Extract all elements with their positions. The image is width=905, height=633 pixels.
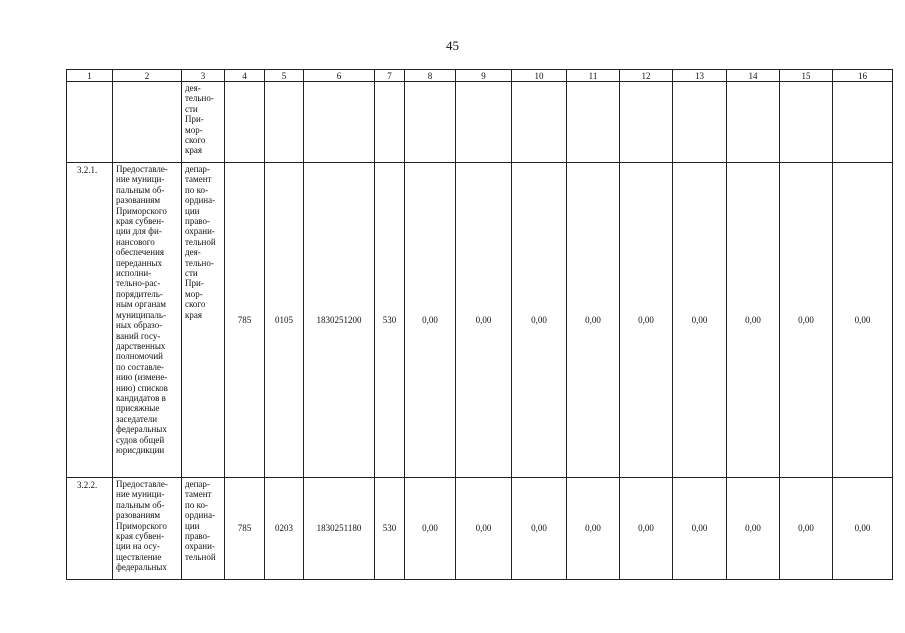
executor-line: ордина- (185, 195, 216, 206)
measure-name-line: федеральных (116, 424, 167, 435)
executor-line: тельной (185, 236, 216, 247)
executor-line: ского (185, 299, 206, 310)
executor-line: тамент (185, 174, 212, 185)
measure-name-cell (113, 163, 182, 478)
executor-line: по ко- (185, 499, 208, 510)
column-number-cell: 10 (512, 70, 567, 82)
executor-line: право- (185, 216, 210, 227)
budget-table (66, 69, 893, 580)
value-cell: 530 (375, 163, 405, 478)
executor-line: края (185, 145, 203, 156)
executor-line: право- (185, 531, 210, 542)
executor-cell (182, 163, 225, 478)
value-cell: 0,00 (456, 163, 512, 478)
executor-line: тельной (185, 551, 216, 562)
measure-name-line: присяжные (116, 403, 160, 414)
continuation-row (67, 82, 893, 163)
measure-name-line: разованиям (116, 195, 161, 206)
column-number-cell: 7 (375, 70, 405, 82)
measure-name-line: нию) списков (116, 382, 168, 393)
value-cell: 0,00 (833, 478, 893, 580)
measure-name-line: Предоставле- (116, 164, 168, 174)
empty-cell (113, 82, 182, 163)
value-cell: 0,00 (833, 163, 893, 478)
measure-name-line: исполни- (116, 268, 152, 279)
row-code-cell: 3.2.1. (67, 163, 113, 478)
measure-name-line: пальным об- (116, 499, 165, 510)
executor-line: При- (185, 114, 204, 125)
measure-name-line: ваний госу- (116, 330, 161, 341)
empty-cell (225, 82, 265, 163)
executor-line: мор- (185, 124, 203, 135)
value-cell: 785 (225, 478, 265, 580)
column-number-cell: 11 (567, 70, 620, 82)
measure-name-line: заседатели (116, 413, 158, 424)
column-number-cell: 16 (833, 70, 893, 82)
measure-name-line: порядитель- (116, 288, 163, 299)
measure-name-line: Предоставле- (116, 479, 168, 489)
measure-name-line: юрисдикции (116, 444, 165, 455)
value-cell: 0,00 (405, 478, 456, 580)
measure-name-line: нансового (116, 236, 155, 247)
column-number-cell: 6 (304, 70, 375, 82)
value-cell: 530 (375, 478, 405, 580)
executor-line: мор- (185, 288, 203, 299)
value-cell: 0,00 (620, 163, 673, 478)
measure-name-line: разованиям (116, 510, 161, 521)
measure-name-line: судов общей (116, 434, 165, 445)
row-code-cell: 3.2.2. (67, 478, 113, 580)
column-number-cell: 5 (265, 70, 304, 82)
executor-cell (182, 478, 225, 580)
value-cell: 0,00 (673, 478, 727, 580)
page-number: 45 (446, 38, 459, 53)
measure-name-line: ществление (116, 551, 162, 562)
value-cell: 0203 (265, 478, 304, 580)
executor-line: ции (185, 205, 200, 216)
value-cell: 0,00 (727, 163, 780, 478)
measure-name-line: федеральных (116, 562, 167, 573)
measure-name-line: кандидатов в (116, 392, 166, 403)
executor-line: дея- (185, 247, 201, 258)
empty-cell (265, 82, 304, 163)
measure-name-line: переданных (116, 257, 162, 268)
executor-line: охрани- (185, 226, 215, 237)
table-row (67, 478, 893, 580)
measure-name-line: Приморского (116, 205, 167, 216)
empty-cell (620, 82, 673, 163)
value-cell: 1830251200 (304, 163, 375, 478)
column-number-cell: 8 (405, 70, 456, 82)
executor-line: ордина- (185, 510, 216, 521)
empty-cell (405, 82, 456, 163)
value-cell: 0,00 (673, 163, 727, 478)
measure-name-line: Приморского (116, 520, 167, 531)
measure-name-cell (113, 478, 182, 580)
measure-name-line: ным органам (116, 299, 167, 310)
header-row (67, 70, 893, 82)
empty-cell (67, 82, 113, 163)
value-cell: 0,00 (780, 478, 833, 580)
column-number-cell: 15 (780, 70, 833, 82)
executor-line: ского (185, 135, 206, 146)
empty-cell (727, 82, 780, 163)
measure-name-line: края субвен- (116, 216, 165, 227)
empty-cell (567, 82, 620, 163)
column-number-cell: 9 (456, 70, 512, 82)
column-number-cell: 13 (673, 70, 727, 82)
empty-cell (456, 82, 512, 163)
column-number-cell: 4 (225, 70, 265, 82)
value-cell: 0,00 (405, 163, 456, 478)
measure-name-line: нию (измене- (116, 372, 168, 383)
measure-name-line: обеспечения (116, 247, 165, 258)
measure-name-line: дарственных (116, 340, 166, 351)
executor-line: сти (185, 268, 198, 279)
measure-name-line: по составле- (116, 361, 164, 372)
executor-line: тамент (185, 489, 212, 500)
executor-cell (182, 82, 225, 163)
measure-name-line: ние муници- (116, 489, 165, 500)
executor-line: тельно- (185, 257, 214, 268)
empty-cell (512, 82, 567, 163)
measure-name-line: пальным об- (116, 184, 165, 195)
executor-line: депар- (185, 164, 210, 174)
measure-name-line: муниципаль- (116, 309, 166, 320)
executor-line: сти (185, 103, 198, 114)
value-cell: 0,00 (512, 163, 567, 478)
value-cell: 0,00 (620, 478, 673, 580)
measure-name-line: тельно-рас- (116, 278, 161, 289)
measure-name-line: ние муници- (116, 174, 165, 185)
column-number-cell: 2 (113, 70, 182, 82)
executor-line: дея- (185, 83, 201, 93)
measure-name-line: ции на осу- (116, 541, 160, 552)
value-cell: 1830251180 (304, 478, 375, 580)
table-row (67, 163, 893, 478)
executor-line: тельно- (185, 93, 214, 104)
empty-cell (780, 82, 833, 163)
value-cell: 0,00 (567, 478, 620, 580)
empty-cell (673, 82, 727, 163)
measure-name-line: края субвен- (116, 531, 165, 542)
executor-line: по ко- (185, 184, 208, 195)
column-number-cell: 14 (727, 70, 780, 82)
executor-line: охрани- (185, 541, 215, 552)
empty-cell (375, 82, 405, 163)
executor-line: депар- (185, 479, 210, 489)
measure-name-line: полномочий (116, 351, 163, 362)
empty-cell (833, 82, 893, 163)
value-cell: 0,00 (780, 163, 833, 478)
value-cell: 0,00 (456, 478, 512, 580)
value-cell: 0,00 (567, 163, 620, 478)
value-cell: 0105 (265, 163, 304, 478)
column-number-cell: 12 (620, 70, 673, 82)
executor-line: При- (185, 278, 204, 289)
column-number-cell: 1 (67, 70, 113, 82)
value-cell: 0,00 (512, 478, 567, 580)
measure-name-line: ных образо- (116, 320, 163, 331)
measure-name-line: ции для фи- (116, 226, 162, 237)
executor-line: ции (185, 520, 200, 531)
value-cell: 0,00 (727, 478, 780, 580)
empty-cell (304, 82, 375, 163)
value-cell: 785 (225, 163, 265, 478)
executor-line: края (185, 309, 203, 320)
column-number-cell: 3 (182, 70, 225, 82)
